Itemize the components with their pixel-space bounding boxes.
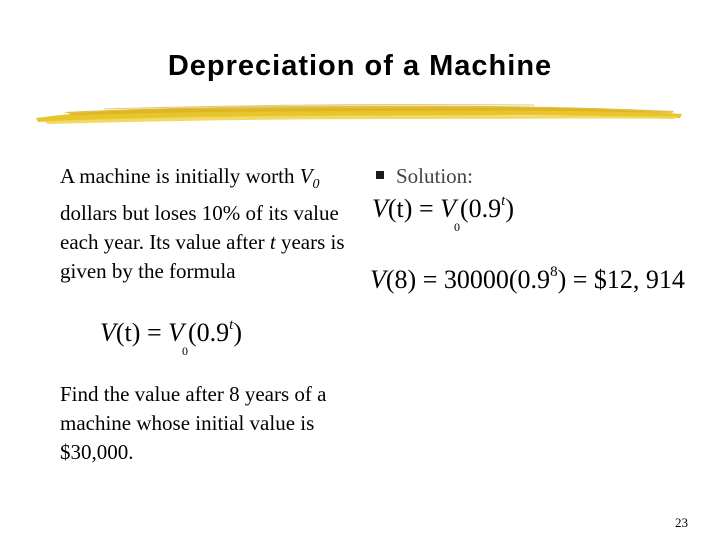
depreciation-formula: $V(t) = V_0(0.9^t)$ bbox=[100, 317, 243, 358]
slide-title: Depreciation of a Machine bbox=[167, 50, 553, 82]
problem-statement: A machine is initially worth $V_0$ dollars but loses 10% of its value each year. Its value after t years is given by the formula bbox=[60, 164, 345, 284]
solution-computed-formula: $V(8) = 30000(0.9^8)$ = $12, 914 bbox=[370, 264, 685, 294]
page-number: 23 bbox=[675, 515, 688, 530]
question-text: Find the value after 8 years of a machine whose initial value is $30,000. bbox=[60, 382, 327, 464]
square-bullet-icon bbox=[376, 171, 384, 179]
title-underline-brushstroke bbox=[34, 100, 684, 130]
solution-general-formula: $V(t) = V_0(0.9^t)$ bbox=[372, 193, 515, 234]
solution-label: Solution: bbox=[376, 162, 473, 191]
